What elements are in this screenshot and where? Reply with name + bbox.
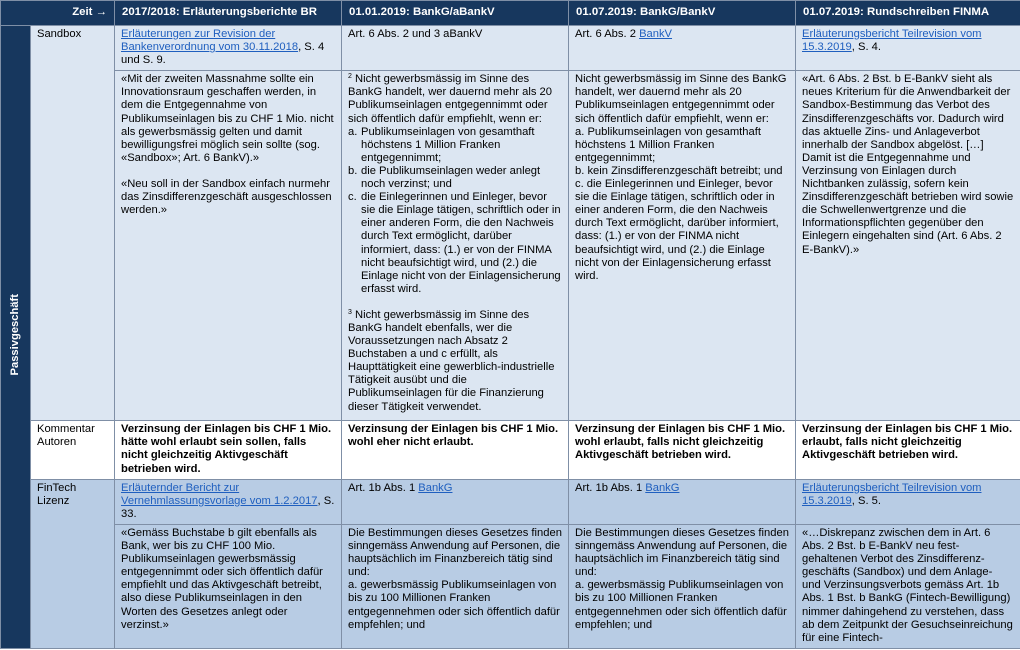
- fintech-ref-2: Art. 1b Abs. 1 BankG: [342, 479, 569, 524]
- sandbox-text-1: «Mit der zweiten Massnahme sollte ein Innovationsraum geschaffen werden, in dem die Entgegennahme von Publikumseinlagen bis zu CHF 1 Mio. nicht als gewerbsmässig gelten und damit bewilligungsfrei möglich sein sollte (sog. «Sandbox»; Art. 6 BankV).» «Neu soll in der Sandbox einfach nurmehr das Zinsdifferenzgeschäft ausgeschlossen werden.»: [115, 71, 342, 421]
- header-col-finma: 01.07.2019: Rundschreiben FINMA: [796, 1, 1020, 26]
- header-col-2019-abankv: 01.01.2019: BankG/aBankV: [342, 1, 569, 26]
- fintech-ref-3: Art. 1b Abs. 1 BankG: [569, 479, 796, 524]
- header-col-2019-bankv: 01.07.2019: BankG/BankV: [569, 1, 796, 26]
- sandbox-ref-row: [1, 26, 1020, 71]
- list-item: b. die Publikumseinlagen weder anlegt noch verzinst; und: [348, 164, 541, 191]
- fintech-ref-1: Erläuternder Bericht zur Vernehmlassungsvorlage vom 1.2.2017, S. 33.: [115, 479, 342, 524]
- link-erlaeuterungen-bankv[interactable]: Erläuterungen zur Revision der Bankenverordnung vom 30.11.2018: [121, 28, 299, 54]
- sandbox-text-3: Nicht gewerbsmässig im Sinne des BankG handelt, wer dauernd mehr als 20 Publikumseinlagen entgegennimmt oder sich öffentlich dafür empfiehlt, wenn er: a. Publikumseinlagen von gesamthaft höchstens 1 Million Franken entgegennimmt; b. kein Zinsdifferenzgeschäft betreibt; und c. die Einlegerinnen und Einleger, bevor sie die Einlage tätigen, schriftlich oder in einer anderen Form, die den Nachweis durch Text ermöglicht, darüber informiert, dass: (1.) er von der FINMA nicht beaufsichtigt wird, und (2.) die Einlage nicht von der Einlagensicherung erfasst wird.: [569, 71, 796, 421]
- side-label-passivgeschaeft: Passivgeschäft: [1, 26, 31, 649]
- sandbox-ref-3: Art. 6 Abs. 2 BankV: [569, 26, 796, 71]
- kommentar-row: [1, 421, 1020, 479]
- kommentar-4: Verzinsung der Einlagen bis CHF 1 Mio. erlaubt, falls nicht gleichzeitig Aktivgeschäft betrieben wird.: [796, 421, 1020, 479]
- row-label-fintech: FinTech Lizenz: [31, 479, 115, 648]
- sandbox-ref-4: Erläuterungsbericht Teilrevision vom 15.3.2019, S. 4.: [796, 26, 1020, 71]
- link-erlaeuterungsbericht-finma[interactable]: Erläuterungsbericht Teilrevision vom 15.3.2019: [802, 481, 982, 507]
- fintech-text-3: Die Bestimmungen dieses Gesetzes finden sinngemäss Anwendung auf Personen, die hauptsächlich im Finanzbereich tätig sind und: a. gewerbsmässig Publikumseinlagen von bis zu 100 Millionen Franken entgegennehmen oder sich öffentlich dafür empfehlen; und: [569, 524, 796, 648]
- kommentar-3: Verzinsung der Einlagen bis CHF 1 Mio. wohl erlaubt, falls nicht gleichzeitig Aktivgeschäft betrieben wird.: [569, 421, 796, 479]
- fintech-ref-4: Erläuterungsbericht Teilrevision vom 15.3.2019, S. 5.: [796, 479, 1020, 524]
- fintech-ref-row: [1, 479, 1020, 524]
- kommentar-2: Verzinsung der Einlagen bis CHF 1 Mio. wohl eher nicht erlaubt.: [342, 421, 569, 479]
- link-bankv[interactable]: BankV: [639, 28, 673, 40]
- link-erlaeuterungsbericht-finma[interactable]: Erläuterungsbericht Teilrevision vom 15.3.2019: [802, 28, 982, 54]
- list-item: a. Publikumseinlagen von gesamthaft höchstens 1 Million Franken entgegennimmt;: [348, 125, 535, 164]
- kommentar-1: Verzinsung der Einlagen bis CHF 1 Mio. hätte wohl erlaubt sein sollen, falls nicht gleichzeitig Aktivgeschäft betrieben wird.: [115, 421, 342, 479]
- sandbox-ref-1: Erläuterungen zur Revision der Bankenverordnung vom 30.11.2018, S. 4 und S. 9.: [115, 26, 342, 71]
- sandbox-text-row: [1, 71, 1020, 421]
- fintech-text-4: «…Diskrepanz zwischen dem in Art. 6 Abs. 2 Bst. b E-BankV neu fest-gehaltenen Verbot des Zinsdifferenz-geschäfts (Sandbox) und dem Anlage- und Verzinsungsverbots gemäss Art. 1b Abs. 1 Bst. b BankG (Fintech-Bewilligung) nimmer dahingehend zu verstehen, dass ab dem Zeitpunkt der Gesuchseinreichung für eine Fintech-: [796, 524, 1020, 648]
- sandbox-text-2: $^2$ Nicht gewerbsmässig im Sinne des BankG handelt, wer dauernd mehr als 20 Publikumseinlagen entgegennimmt oder sich öffentlich dafür empfiehlt, wenn er: a. Publikumseinlagen von gesamthaft höchstens 1 Million Franken entgegennimmt; b. die Publikumseinlagen weder anlegt noch verzinst; und c. die Einlegerinnen und Einleger, bevor sie die Einlage tätigen, schriftlich oder in einer anderen Form, die den Nachweis durch Text ermöglicht, darüber informiert, dass: (1.) er von der FINMA nicht beaufsichtigt wird, und (2.) die Einlage nicht von der Einlagensicherung erfasst wird. $^3$ Nicht gewerbsmässig im Sinne des BankG handelt ebenfalls, wer die Voraussetzungen nach Absatz 2 Buchstaben a und c erfüllt, als Haupttätigkeit eine gewerblich-industrielle Tätigkeit ausübt und die Publikumseinlagen für die Finanzierung dieser Tätigkeit verwendet.: [342, 71, 569, 421]
- link-bankg[interactable]: BankG: [645, 481, 680, 494]
- list-item: c. die Einlegerinnen und Einleger, bevor sie die Einlage tätigen, schriftlich oder in einer anderen Form, die den Nachweis durch Text ermöglicht, darüber informiert, dass: (1.) er von der FINMA nicht beaufsichtigt wird, und (2.) die Einlage nicht von der Einlagensicherung erfasst wird.: [348, 191, 561, 295]
- link-erlaeuternder-bericht[interactable]: Erläuternder Bericht zur Vernehmlassungsvorlage vom 1.2.2017: [121, 481, 318, 507]
- header-row: [1, 1, 1020, 26]
- row-label-sandbox: Sandbox: [31, 26, 115, 421]
- fintech-text-row: [1, 524, 1020, 648]
- link-bankg[interactable]: BankG: [418, 481, 453, 494]
- fintech-text-1: «Gemäss Buchstabe b gilt ebenfalls als Bank, wer bis zu CHF 100 Mio. Publikumseinlagen gewerbsmässig entgegennimmt oder sich öffentlich dafür empfiehlt und das Aktivgeschäft betreibt, also diese Publikumseinlagen in den Worten des Gesetzes anlegt oder verzinst.»: [115, 524, 342, 648]
- sandbox-ref-2: Art. 6 Abs. 2 und 3 aBankV: [342, 26, 569, 71]
- sandbox-text-4: «Art. 6 Abs. 2 Bst. b E-BankV sieht als neues Kriterium für die Anwendbarkeit der Sandbox-Bestimmung das Verbot des Zinsdifferenzgeschäfts vor. Dadurch wird das aktuelle Zins- und Anlageverbot innerhalb der Sandbox abgelöst. […] Damit ist die Entgegennahme und Verzinsung von Einlagen durch Nichtbanken zulässig, sofern kein Zinsdifferenzgeschäft betrieben wird sowie die Schwellenwertgrenze und die Informationspflichten gegenüber den Einlegern eingehalten sind (Art. 6 Abs. 2 E-BankV).»: [796, 71, 1020, 421]
- row-label-kommentar: Kommentar Autoren: [31, 421, 115, 479]
- header-zeit: Zeit →: [1, 1, 115, 26]
- fintech-text-2: Die Bestimmungen dieses Gesetzes finden sinngemäss Anwendung auf Personen, die hauptsächlich im Finanzbereich tätig sind und: a. gewerbsmässig Publikumseinlagen von bis zu 100 Millionen Franken entgegennehmen oder sich öffentlich dafür empfehlen; und: [342, 524, 569, 648]
- header-col-2017: 2017/2018: Erläuterungsberichte BR: [115, 1, 342, 26]
